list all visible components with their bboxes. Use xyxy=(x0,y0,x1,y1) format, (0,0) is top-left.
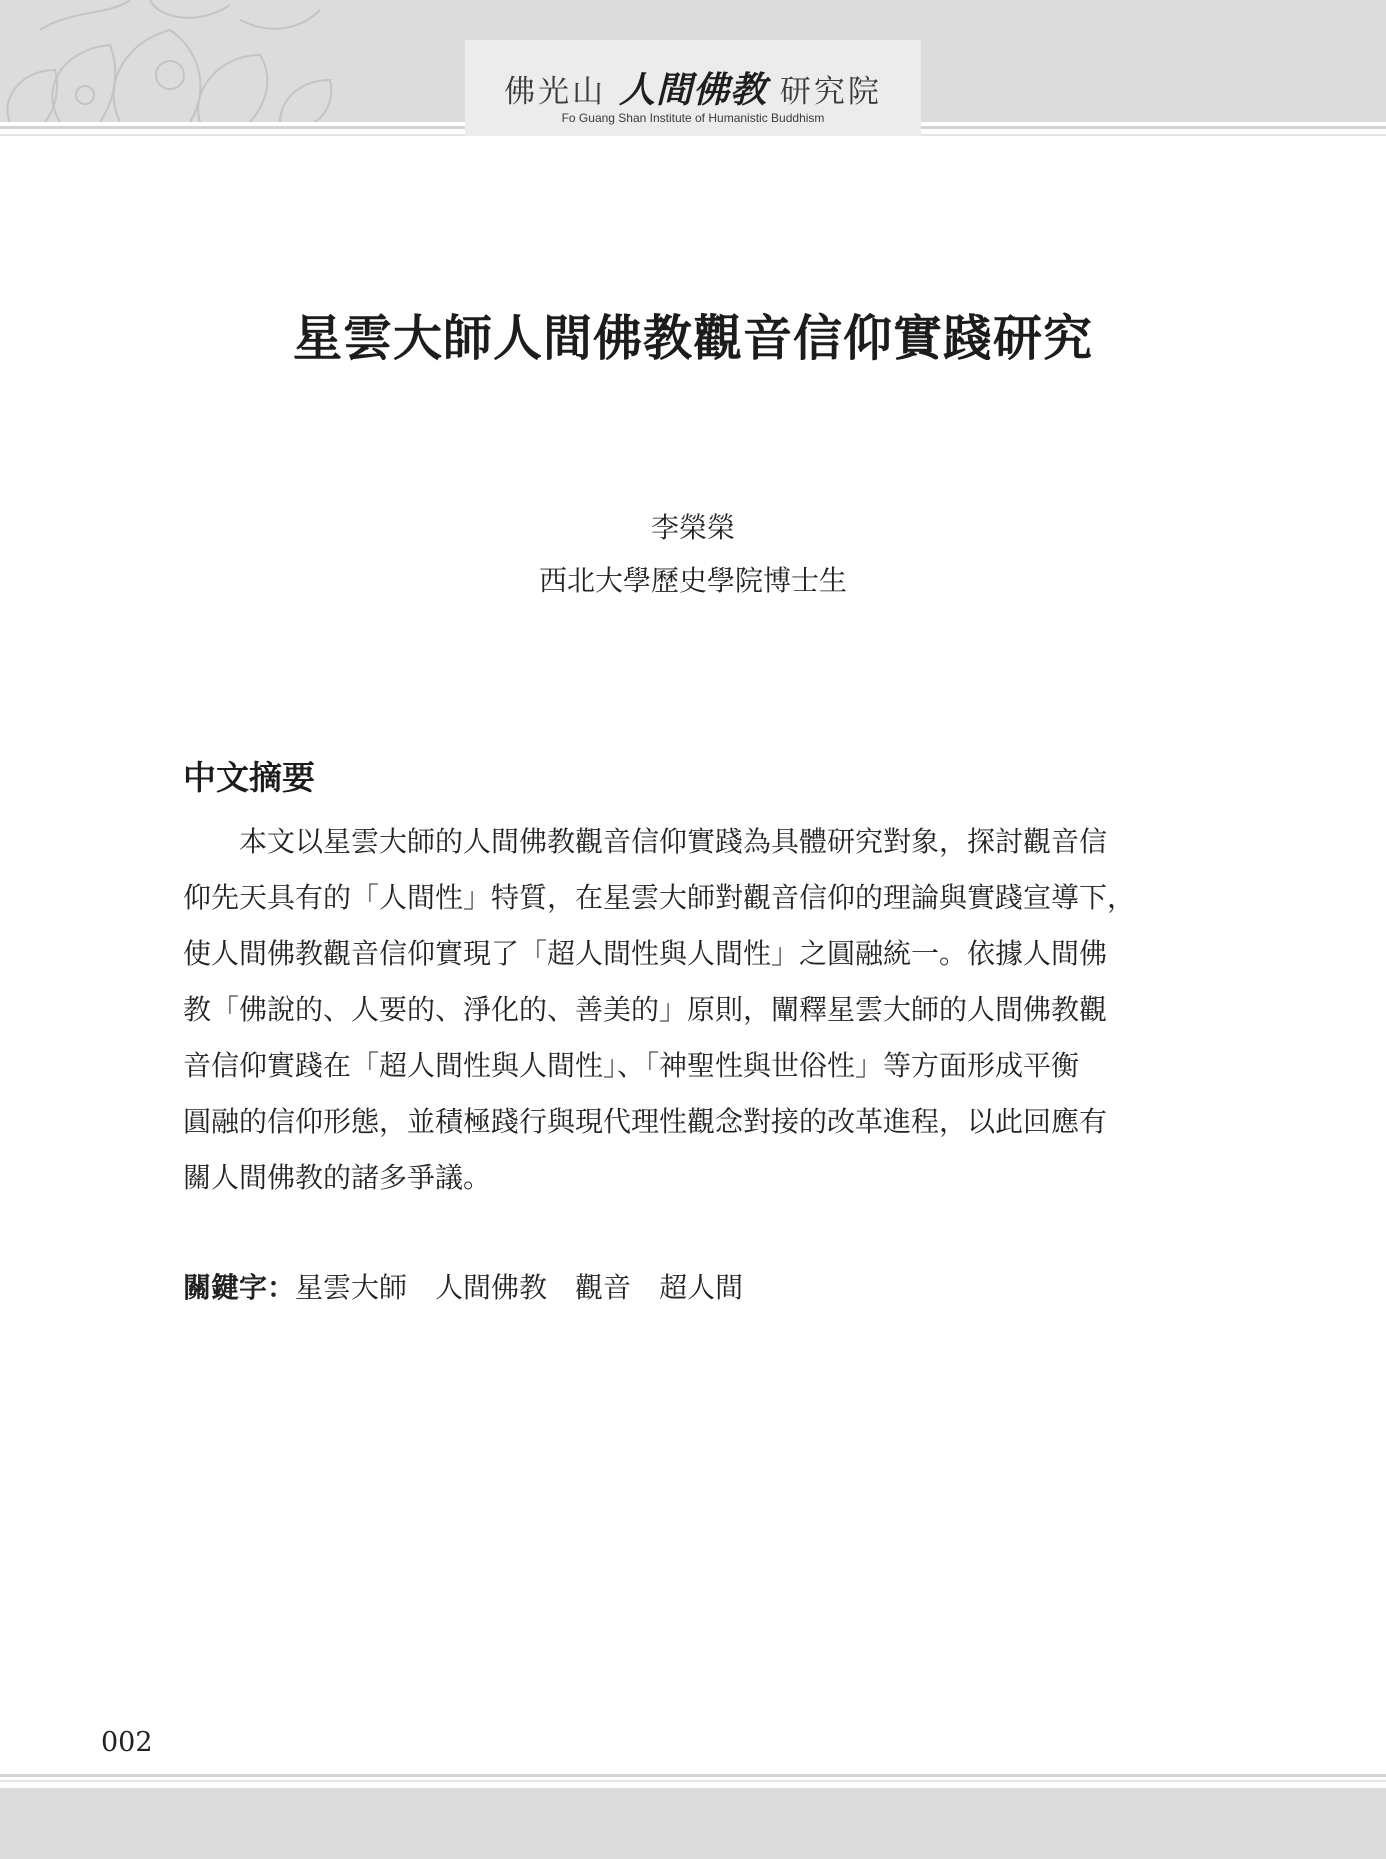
footer-band xyxy=(0,1788,1386,1859)
keywords-label: 關鍵字： xyxy=(183,1271,296,1304)
logo-suffix: 研究院 xyxy=(779,74,882,110)
author-name: 李榮榮 xyxy=(650,511,735,544)
keyword: 超人間 xyxy=(659,1271,744,1304)
lotus-ornament-icon xyxy=(0,0,420,122)
abstract-line: 關人間佛教的諸多爭議。 xyxy=(183,1161,492,1194)
keyword: 星雲大師 xyxy=(295,1271,408,1304)
abstract-line: 教「佛說的、人要的、淨化的、善美的」原則，闡釋星雲大師的人間佛教觀 xyxy=(183,993,1108,1026)
abstract-body xyxy=(183,814,1207,1206)
page-number: 002 xyxy=(101,1727,153,1758)
keyword: 人間佛教 xyxy=(435,1271,548,1304)
footer-rule-thin xyxy=(0,1780,1386,1782)
author-affiliation: 西北大學歷史學院博士生 xyxy=(538,564,847,597)
abstract-heading: 中文摘要 xyxy=(183,758,315,797)
paper-title: 星雲大師人間佛教觀音信仰實踐研究 xyxy=(292,309,1093,367)
abstract-line: 使人間佛教觀音信仰實現了「超人間性與人間性」之圓融統一。依據人間佛 xyxy=(183,937,1108,970)
logo-subtitle: Fo Guang Shan Institute of Humanistic Buddhism xyxy=(561,111,825,125)
keywords xyxy=(183,1266,771,1306)
abstract-line: 圓融的信仰形態，並積極踐行與現代理性觀念對接的改革進程，以此回應有 xyxy=(183,1105,1108,1138)
footer-rule xyxy=(0,1774,1386,1777)
logo-wordmark xyxy=(465,62,921,113)
keyword: 觀音 xyxy=(575,1271,632,1304)
abstract-line: 仰先天具有的「人間性」特質，在星雲大師對觀音信仰的理論與實踐宣導下， xyxy=(183,881,1136,914)
abstract-line: 音信仰實踐在「超人間性與人間性」、「神聖性與世俗性」等方面形成平衡 xyxy=(183,1049,1080,1082)
institute-logo xyxy=(465,40,921,136)
logo-brush-text: 人間佛教 xyxy=(618,70,767,111)
abstract-line: 本文以星雲大師的人間佛教觀音信仰實踐為具體研究對象，探討觀音信 xyxy=(239,825,1108,858)
logo-prefix: 佛光山 xyxy=(504,74,607,110)
